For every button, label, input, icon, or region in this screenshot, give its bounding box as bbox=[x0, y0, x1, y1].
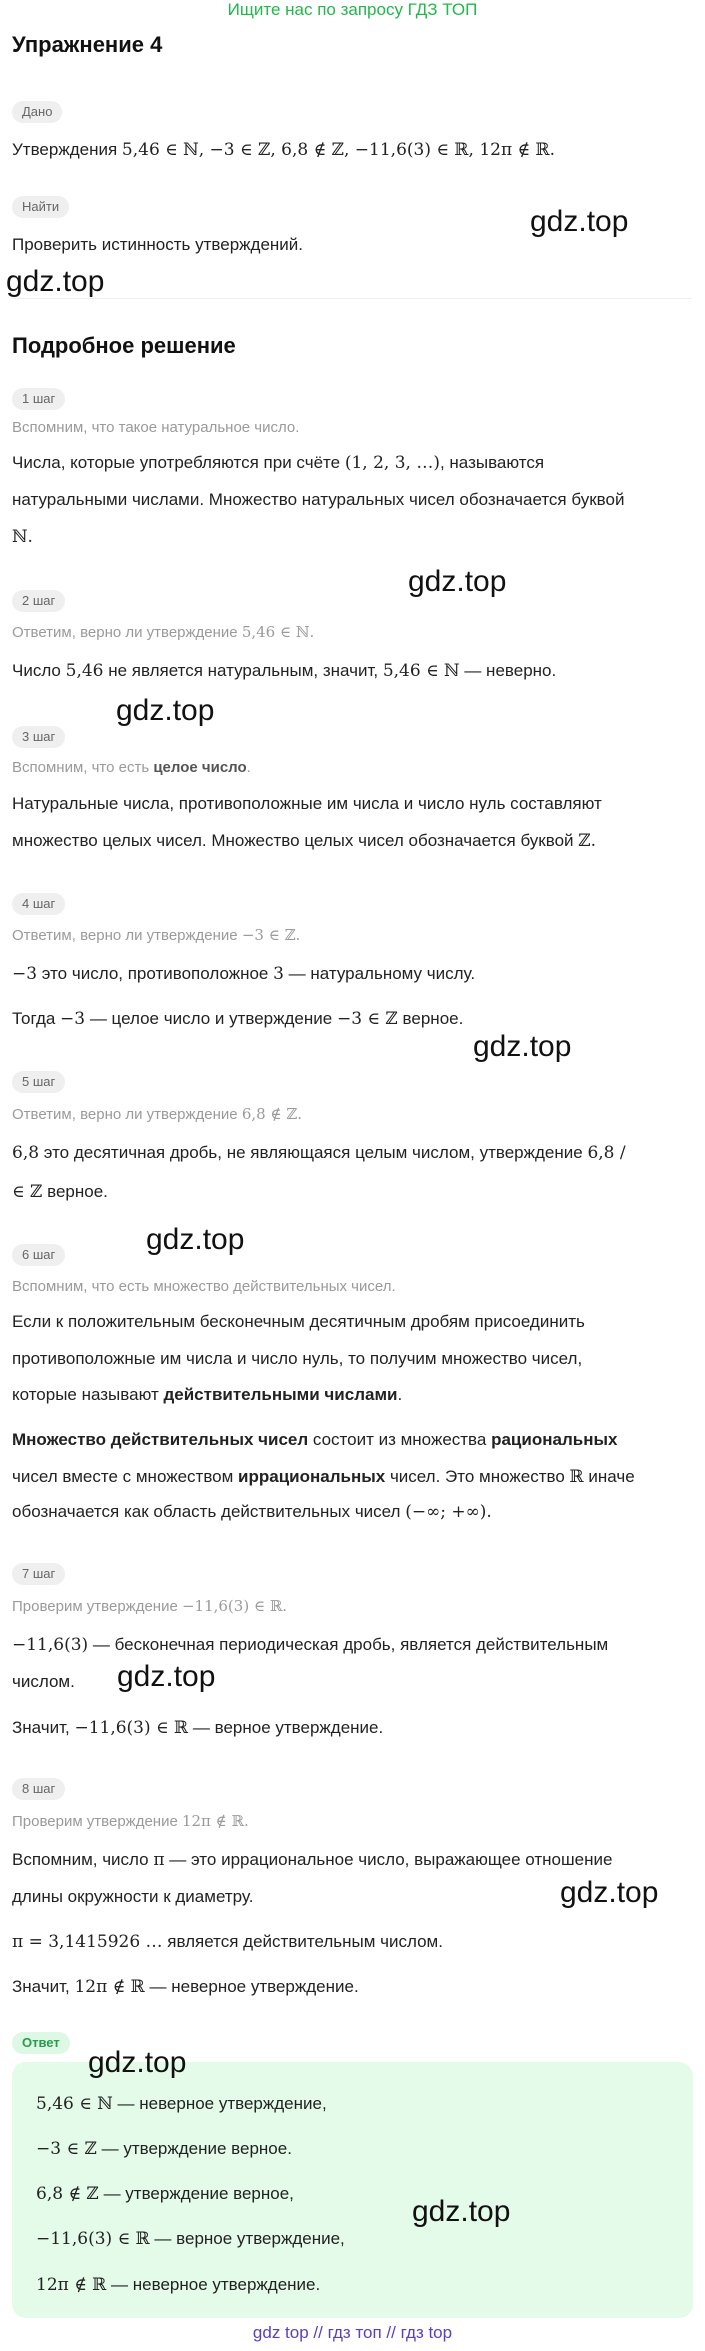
step-label: 2 шаг bbox=[12, 590, 65, 612]
step-text: противоположные им числа и число нуль, то получим множество чисел, bbox=[12, 1349, 583, 1368]
step-hint: Вспомним, что есть целое число. bbox=[12, 759, 251, 776]
step-hint: Проверим утверждение 12π ∉ ℝ. bbox=[12, 1812, 249, 1830]
find-label: Найти bbox=[12, 196, 69, 218]
step-text: которые называют действительными числами. bbox=[12, 1385, 403, 1404]
step-text: Тогда −3 — целое число и утверждение −3 ∈ ℤ верное. bbox=[12, 1009, 464, 1029]
step-text: длины окружности к диаметру. bbox=[12, 1887, 254, 1906]
answer-line: 12π ∉ ℝ — неверное утверждение. bbox=[36, 2275, 321, 2295]
watermark: gdz.top bbox=[560, 1876, 659, 1909]
step-text: Натуральные числа, противоположные им числа и число нуль составляют bbox=[12, 794, 602, 813]
watermark: gdz.top bbox=[412, 2195, 511, 2228]
step-text: Вспомним, число π — это иррациональное число, выражающее отношение bbox=[12, 1850, 613, 1870]
step-text: π = 3,1415926 … является действительным числом. bbox=[12, 1932, 443, 1952]
step-text: 6,8 это десятичная дробь, не являющаяся целым числом, утверждение 6,8 / bbox=[12, 1143, 626, 1163]
step-hint: Проверим утверждение −11,6(3) ∈ ℝ. bbox=[12, 1597, 288, 1615]
watermark: gdz.top bbox=[408, 565, 507, 598]
step-text: Значит, −11,6(3) ∈ ℝ — верное утверждение. bbox=[12, 1718, 384, 1738]
step-text: числом. bbox=[12, 1672, 75, 1691]
footer-links[interactable]: gdz top // гдз топ // гдз top bbox=[252, 2323, 453, 2342]
watermark: gdz.top bbox=[117, 1660, 216, 1693]
step-label: 8 шаг bbox=[12, 1778, 65, 1800]
step-hint: Ответим, верно ли утверждение −3 ∈ ℤ. bbox=[12, 926, 301, 944]
step-label: 7 шаг bbox=[12, 1563, 65, 1585]
watermark: gdz.top bbox=[88, 2046, 187, 2079]
step-label: 6 шаг bbox=[12, 1244, 65, 1266]
step-text: натуральными числами. Множество натуральных чисел обозначается буквой bbox=[12, 490, 625, 509]
step-label: 1 шаг bbox=[12, 388, 65, 410]
step-label: 4 шаг bbox=[12, 893, 65, 915]
search-banner[interactable]: Ищите нас по запросу ГДЗ ТОП bbox=[227, 0, 478, 19]
solution-title: Подробное решение bbox=[12, 333, 236, 358]
watermark: gdz.top bbox=[530, 205, 629, 238]
step-text: ℕ. bbox=[12, 527, 33, 547]
step-text: чисел вместе с множеством иррациональных чисел. Это множество ℝ иначе bbox=[12, 1467, 635, 1487]
answer-line: 5,46 ∈ ℕ — неверное утверждение, bbox=[36, 2094, 327, 2114]
answer-line: −3 ∈ ℤ — утверждение верное. bbox=[36, 2139, 292, 2159]
step-text: обозначается как область действительных чисел (−∞; +∞). bbox=[12, 1502, 492, 1522]
step-hint: Ответим, верно ли утверждение 6,8 ∉ ℤ. bbox=[12, 1105, 303, 1123]
given-label: Дано bbox=[12, 101, 62, 123]
watermark: gdz.top bbox=[146, 1223, 245, 1256]
page-title: Упражнение 4 bbox=[12, 32, 163, 57]
step-text: Числа, которые употребляются при счёте (1, 2, 3, …), называются bbox=[12, 453, 545, 473]
step-text: Значит, 12π ∉ ℝ — неверное утверждение. bbox=[12, 1977, 359, 1997]
step-text: Если к положительным бесконечным десятичным дробям присоединить bbox=[12, 1312, 585, 1331]
step-text: ∈ ℤ верное. bbox=[12, 1182, 108, 1202]
step-text: Число 5,46 не является натуральным, значит, 5,46 ∈ ℕ — неверно. bbox=[12, 661, 557, 681]
step-text: −11,6(3) — бесконечная периодическая дробь, является действительным bbox=[12, 1635, 609, 1655]
step-text: −3 это число, противоположное 3 — натуральному числу. bbox=[12, 964, 476, 984]
step-label: 3 шаг bbox=[12, 726, 65, 748]
step-label: 5 шаг bbox=[12, 1071, 65, 1093]
step-hint: Вспомним, что есть множество действительных чисел. bbox=[12, 1278, 396, 1295]
step-hint: Вспомним, что такое натуральное число. bbox=[12, 419, 300, 436]
divider bbox=[12, 298, 692, 299]
watermark: gdz.top bbox=[473, 1030, 572, 1063]
step-text: множество целых чисел. Множество целых чисел обозначается буквой ℤ. bbox=[12, 831, 597, 851]
step-text: Множество действительных чисел состоит из множества рациональных bbox=[12, 1430, 618, 1449]
step-hint: Ответим, верно ли утверждение 5,46 ∈ ℕ. bbox=[12, 623, 315, 641]
watermark: gdz.top bbox=[116, 694, 215, 727]
answer-label: Ответ bbox=[12, 2032, 70, 2054]
given-text: Утверждения 5,46 ∈ ℕ, −3 ∈ ℤ, 6,8 ∉ ℤ, −11,6(3) ∈ ℝ, 12π ∉ ℝ. bbox=[12, 140, 556, 160]
find-text: Проверить истинность утверждений. bbox=[12, 235, 304, 254]
answer-line: 6,8 ∉ ℤ — утверждение верное, bbox=[36, 2184, 294, 2204]
answer-line: −11,6(3) ∈ ℝ — верное утверждение, bbox=[36, 2229, 345, 2249]
watermark: gdz.top bbox=[6, 265, 105, 298]
